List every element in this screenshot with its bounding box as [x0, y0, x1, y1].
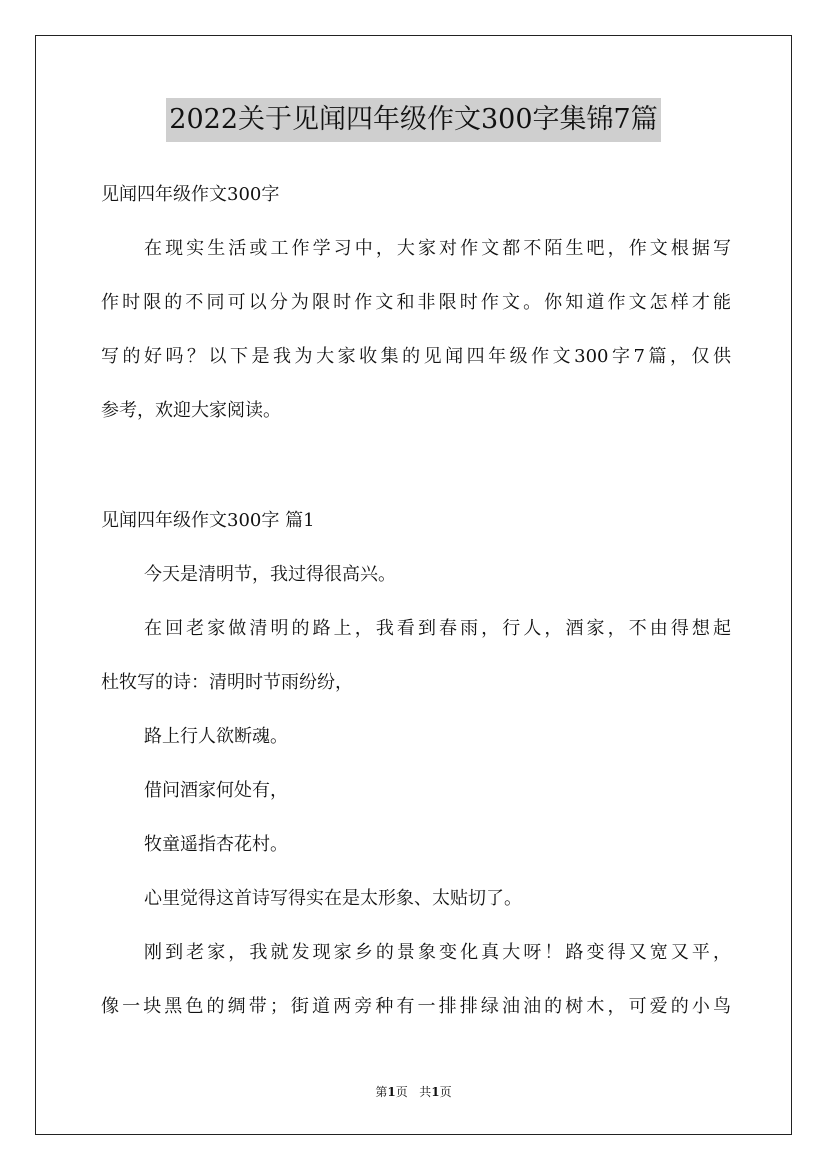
paragraph-line: 杜牧写的诗：清明时节雨纷纷， — [101, 672, 353, 693]
paragraph-line: 作时限的不同可以分为限时作文和非限时作文。你知道作文怎样才能 — [101, 292, 731, 313]
footer-suffix: 页 — [439, 1085, 452, 1099]
poem-line: 借问酒家何处有， — [144, 780, 288, 801]
paragraph-line: 参考，欢迎大家阅读。 — [101, 400, 281, 421]
footer-mid: 页 共 — [395, 1085, 432, 1099]
page-footer — [0, 1084, 827, 1100]
section-heading: 见闻四年级作文300字 — [101, 184, 280, 205]
poem-line: 牧童遥指杏花村。 — [144, 834, 288, 855]
section-heading: 见闻四年级作文300字 篇1 — [101, 510, 315, 531]
paragraph-line: 在回老家做清明的路上，我看到春雨，行人，酒家，不由得想起 — [144, 618, 731, 639]
title-wrap — [0, 98, 827, 142]
paragraph-line: 心里觉得这首诗写得实在是太形象、太贴切了。 — [144, 888, 522, 909]
footer-page-number: 1 — [387, 1085, 396, 1099]
poem-line: 路上行人欲断魂。 — [144, 726, 288, 747]
document-title: 2022关于见闻四年级作文300字集锦7篇 — [166, 98, 660, 142]
footer-prefix: 第 — [375, 1085, 388, 1099]
footer-page-total: 1 — [431, 1085, 440, 1099]
paragraph-line: 今天是清明节，我过得很高兴。 — [144, 564, 396, 585]
paragraph-line: 像一块黑色的绸带；街道两旁种有一排排绿油油的树木，可爱的小鸟 — [101, 996, 731, 1017]
paragraph-line: 刚到老家，我就发现家乡的景象变化真大呀！路变得又宽又平， — [144, 942, 731, 963]
paragraph-line: 写的好吗？以下是我为大家收集的见闻四年级作文300字7篇，仅供 — [101, 346, 731, 367]
paragraph-line: 在现实生活或工作学习中，大家对作文都不陌生吧，作文根据写 — [144, 238, 731, 259]
